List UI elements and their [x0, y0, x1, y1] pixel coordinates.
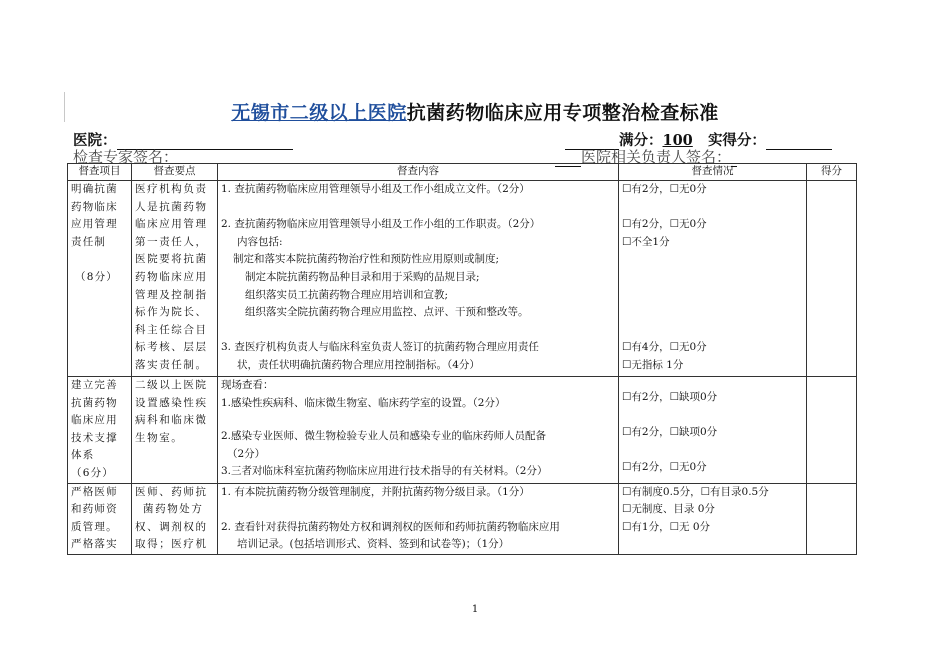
status-cell [619, 483, 807, 554]
content-cell [218, 483, 619, 554]
status-line [622, 251, 803, 269]
status-option[interactable]: ☐有2分，☐缺项0分 [622, 391, 718, 403]
requirement-cell [132, 483, 218, 554]
item-line: 质管理。 [71, 520, 118, 533]
table-row [68, 181, 857, 377]
status-option[interactable]: ☐无制度、目录 0分 [622, 503, 715, 516]
status-option[interactable]: ☐有制度0.5分，☐有目录0.5分 [622, 485, 769, 498]
full-score-label: 满分： [619, 132, 663, 149]
content-line: 制定和落实本院抗菌药物治疗性和预防性应用原则或制度; [233, 253, 500, 266]
requirement-line: 医疗机构负责 [135, 183, 208, 195]
status-option[interactable]: ☐有2分，☐缺项0分 [622, 426, 718, 439]
content-line: 2.感染专业医师、微生物检验专业人员和感染专业的临床药师人员配备 [221, 430, 547, 443]
requirement-line: 权、调剂权的 [135, 520, 208, 533]
item-line: 应用管理 [71, 218, 118, 231]
content-line [221, 412, 615, 420]
status-option[interactable]: ☐不全1分 [622, 235, 670, 248]
content-line: 2. 查看针对获得抗菌药物处方权和调剂权的医师和药师抗菌药物临床应用 [221, 520, 560, 533]
requirement-line: 菌药物处方 [143, 503, 204, 516]
content-line: 现场查看： [221, 379, 274, 391]
status-line [622, 269, 803, 287]
header-status: 督查情况 [619, 164, 807, 181]
hospital-lead-label: 医院相关负责人签名： [581, 148, 732, 166]
item-line: 责任制 [71, 235, 107, 248]
got-score-blank [766, 133, 832, 150]
table-header-row [68, 164, 857, 181]
requirement-line: 设置感染性疾 [135, 396, 208, 409]
content-line: 1. 查抗菌药物临床应用管理领导小组及工作小组成立文件。（2分） [221, 183, 530, 195]
status-option[interactable]: ☐无指标 1分 [622, 358, 684, 371]
hospital-label: 医院： [73, 132, 117, 149]
title-link[interactable]: 无锡市二级以上医院 [231, 102, 407, 124]
content-line: 3. 查医疗机构负责人与临床科室负责人签订的抗菌药物合理应用责任 [221, 341, 539, 354]
page-title [0, 98, 950, 125]
requirement-line: 医师、药师抗 [135, 485, 208, 498]
item-line: 建立完善 [71, 379, 118, 391]
requirement-line: 第一责任人， [135, 235, 208, 248]
status-line [622, 322, 803, 340]
content-line [221, 420, 615, 428]
item-line: 严格落实 [71, 538, 118, 551]
content-line: 1.感染性疾病科、临床微生物室、临床药学室的设置。（2分） [221, 396, 506, 409]
content-line: 3.三者对临床科室抗菌药物临床应用进行技术指导的有关材料。（2分） [221, 465, 548, 478]
status-line [622, 377, 803, 389]
content-cell [218, 181, 619, 377]
requirement-line: 医院要将抗菌 [135, 253, 208, 266]
header-item: 督查项目 [68, 164, 132, 181]
content-line: 制定本院抗菌药物品种目录和用于采购的品规目录; [245, 270, 480, 283]
full-score-value: 100 [662, 132, 693, 149]
requirement-line: 药物临床应用 [135, 270, 208, 283]
item-cell [68, 483, 132, 554]
item-line: 明确抗菌 [71, 183, 118, 195]
inspection-table [67, 163, 857, 555]
content-line: 状，责任状明确抗菌药物合理应用控制指标。（4分） [237, 358, 480, 371]
item-score: （6分） [71, 466, 114, 479]
requirement-line: 管理及控制指 [135, 288, 208, 301]
status-option[interactable]: ☐有2分，☐无0分 [622, 461, 707, 474]
item-cell [68, 181, 132, 377]
item-line: 和药师资 [71, 503, 118, 516]
content-line: （2分） [227, 447, 266, 460]
item-line: 技术支撑 [71, 431, 118, 444]
status-option[interactable]: ☐有2分，☐无0分 [622, 218, 707, 231]
requirement-line: 标作为院长、 [135, 306, 208, 319]
status-line [622, 304, 803, 322]
content-line [221, 501, 615, 519]
status-line [622, 407, 803, 425]
header-content: 督查内容 [218, 164, 619, 181]
requirement-line: 临床应用管理 [135, 218, 208, 231]
score-cell[interactable] [807, 483, 857, 554]
requirement-line: 生物室。 [135, 431, 184, 444]
title-rest: 抗菌药物临床应用专项整治检查标准 [406, 102, 719, 124]
header-requirement: 督查要点 [132, 164, 218, 181]
content-line: 培训记录。(包括培训形式、资料、签到和试卷等)；（1分） [237, 538, 510, 551]
requirement-line: 人是抗菌药物 [135, 200, 208, 213]
item-line: 药物临床 [71, 200, 118, 213]
status-option[interactable]: ☐有2分，☐无0分 [622, 183, 707, 195]
header-score: 得分 [807, 164, 857, 181]
status-line [622, 442, 803, 460]
item-line: 临床应用 [71, 414, 118, 427]
item-cell [68, 377, 132, 484]
requirement-cell [132, 377, 218, 484]
status-line [622, 199, 803, 217]
requirement-cell [132, 181, 218, 377]
item-line: 体系 [71, 449, 95, 462]
item-score: （8分） [75, 270, 118, 283]
status-option[interactable]: ☐有4分，☐无0分 [622, 341, 707, 354]
requirement-line: 病科和临床微 [135, 414, 208, 427]
score-cell[interactable] [807, 181, 857, 377]
score-cell[interactable] [807, 377, 857, 484]
requirement-line: 取得；医疗机 [135, 538, 208, 551]
content-line: 1. 有本院抗菌药物分级管理制度，并附抗菌药物分级目录。（1分） [221, 485, 530, 498]
content-line [221, 199, 615, 217]
status-cell [619, 181, 807, 377]
requirement-line: 二级以上医院 [135, 379, 208, 391]
content-line [221, 322, 615, 340]
content-line: 组织落实员工抗菌药物合理应用培训和宣教; [245, 288, 449, 301]
content-line: 2. 查抗菌药物临床应用管理领导小组及工作小组的工作职责。（2分） [221, 218, 541, 231]
table-row [68, 377, 857, 484]
status-line [622, 287, 803, 305]
requirement-line: 标考核、层层 [135, 341, 208, 354]
page-number: 1 [471, 604, 479, 615]
item-line: 抗菌药物 [71, 396, 118, 409]
requirement-line: 落实责任制。 [135, 358, 208, 371]
got-score-label: 实得分： [707, 132, 766, 149]
status-cell [619, 377, 807, 484]
item-line: 严格医师 [71, 485, 118, 498]
expert-sign-label: 检查专家签名： [73, 148, 179, 166]
content-line: 内容包括: [237, 235, 283, 248]
status-line [622, 536, 803, 554]
requirement-line: 科主任综合目 [135, 323, 208, 336]
content-line: 组织落实全院抗菌药物合理应用监控、点评、干预和整改等。 [245, 306, 529, 319]
table-row [68, 483, 857, 554]
content-cell [218, 377, 619, 484]
item-line [71, 251, 128, 269]
status-option[interactable]: ☐有1分，☐无 0分 [622, 520, 711, 533]
